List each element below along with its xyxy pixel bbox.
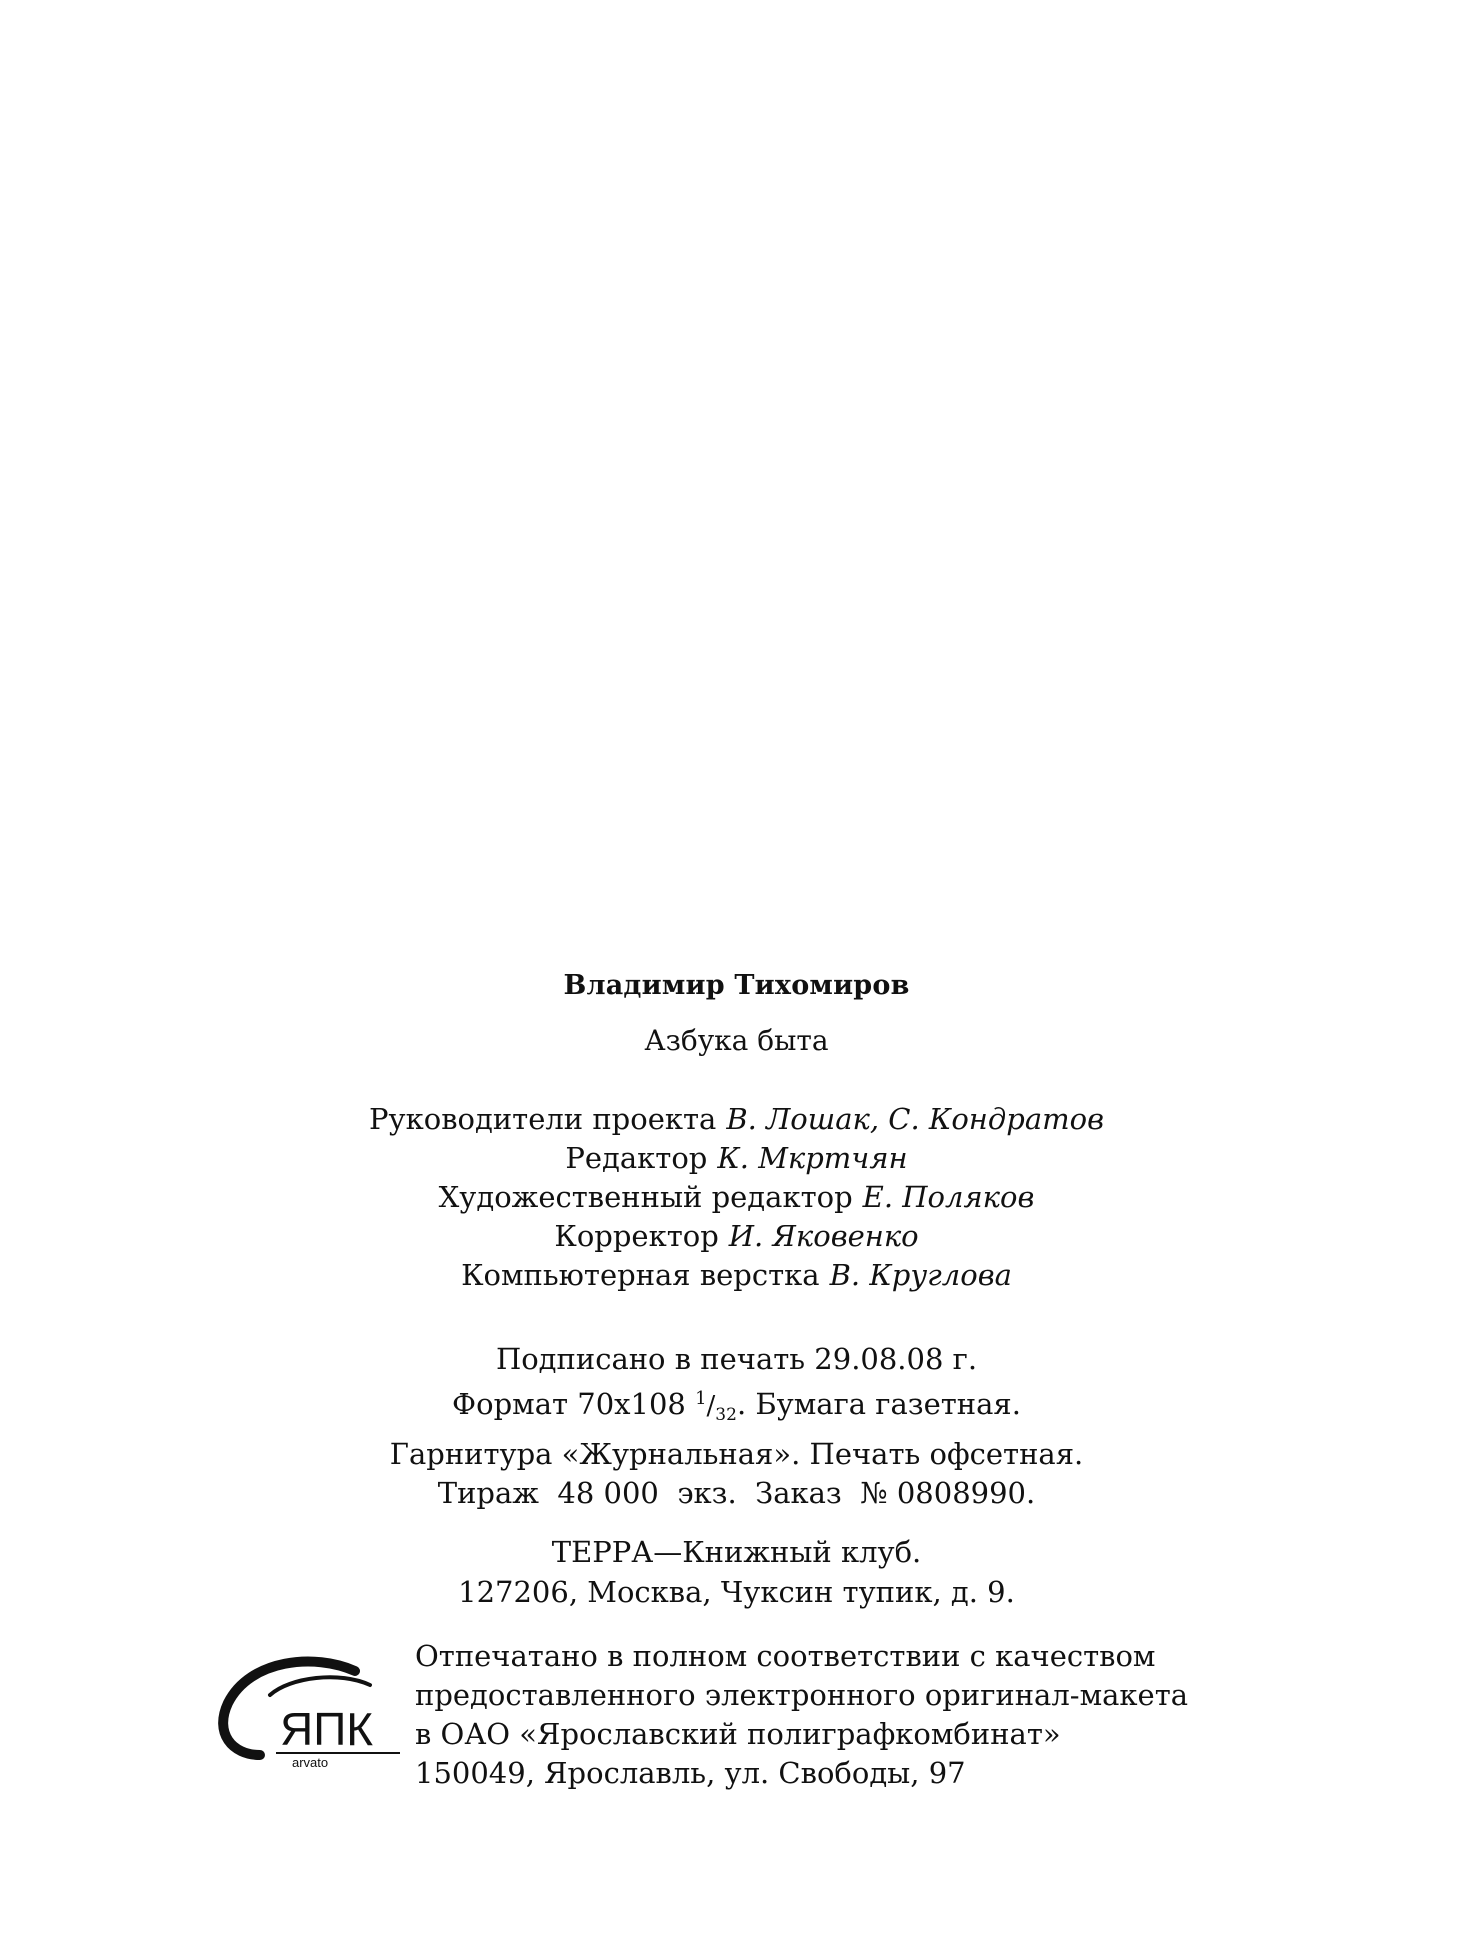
credit-name: К. Мкртчян xyxy=(717,1141,908,1175)
credit-name: И. Яковенко xyxy=(728,1219,919,1253)
book-title: Азбука быта xyxy=(644,1024,829,1057)
format-fraction-denominator: 32 xyxy=(715,1404,737,1425)
credit-line-project-leads xyxy=(0,1100,1473,1139)
credit-role: Руководители проекта xyxy=(369,1102,717,1136)
credit-name: В. Круглова xyxy=(829,1258,1012,1292)
printer-line: предоставленного электронного оригинал-макета xyxy=(415,1678,1189,1712)
printer-line: в ОАО «Ярославский полиграфкомбинат» xyxy=(415,1717,1061,1751)
credit-role: Художественный редактор xyxy=(438,1180,853,1214)
logo-subtext: arvato xyxy=(292,1755,329,1770)
logo-swoosh-inner xyxy=(270,1677,370,1695)
imprint-format xyxy=(0,1379,1473,1435)
credit-role: Редактор xyxy=(565,1141,708,1175)
format-fraction-slash: / xyxy=(706,1390,716,1421)
imprint-run: Тираж 48 000 экз. Заказ № 0808990. xyxy=(437,1475,1036,1510)
credit-role: Корректор xyxy=(554,1219,719,1253)
credit-line-proofreader xyxy=(0,1217,1473,1256)
credit-role: Компьютерная верстка xyxy=(461,1258,820,1292)
format-suffix: . Бумага газетная. xyxy=(736,1386,1021,1421)
imprint-signed: Подписано в печать 29.08.08 г. xyxy=(495,1342,978,1376)
printer-line: 150049, Ярославль, ул. Свободы, 97 xyxy=(415,1756,966,1790)
imprint-block xyxy=(0,1340,1473,1513)
format-fraction-numerator: 1 xyxy=(695,1388,707,1409)
credit-name: Е. Поляков xyxy=(862,1180,1035,1214)
imprint-typeface: Гарнитура «Журнальная». Печать офсетная. xyxy=(389,1436,1084,1471)
credits-list xyxy=(0,1100,1473,1295)
credit-line-editor xyxy=(0,1139,1473,1178)
credit-line-layout xyxy=(0,1256,1473,1295)
credit-line-art-editor xyxy=(0,1178,1473,1217)
publisher-name: ТЕРРА—Книжный клуб. xyxy=(551,1535,922,1569)
author-name: Владимир Тихомиров xyxy=(563,970,910,1001)
credit-name: В. Лошак, С. Кондратов xyxy=(726,1102,1104,1136)
printer-logo xyxy=(210,1655,400,1770)
format-prefix: Формат 70x108 xyxy=(452,1386,686,1421)
publisher-block xyxy=(0,1532,1473,1612)
printer-notice xyxy=(415,1637,1188,1793)
logo-text: ЯПК xyxy=(280,1703,374,1755)
publisher-address: 127206, Москва, Чуксин тупик, д. 9. xyxy=(458,1575,1015,1609)
printer-line: Отпечатано в полном соответствии с качеством xyxy=(415,1639,1156,1673)
